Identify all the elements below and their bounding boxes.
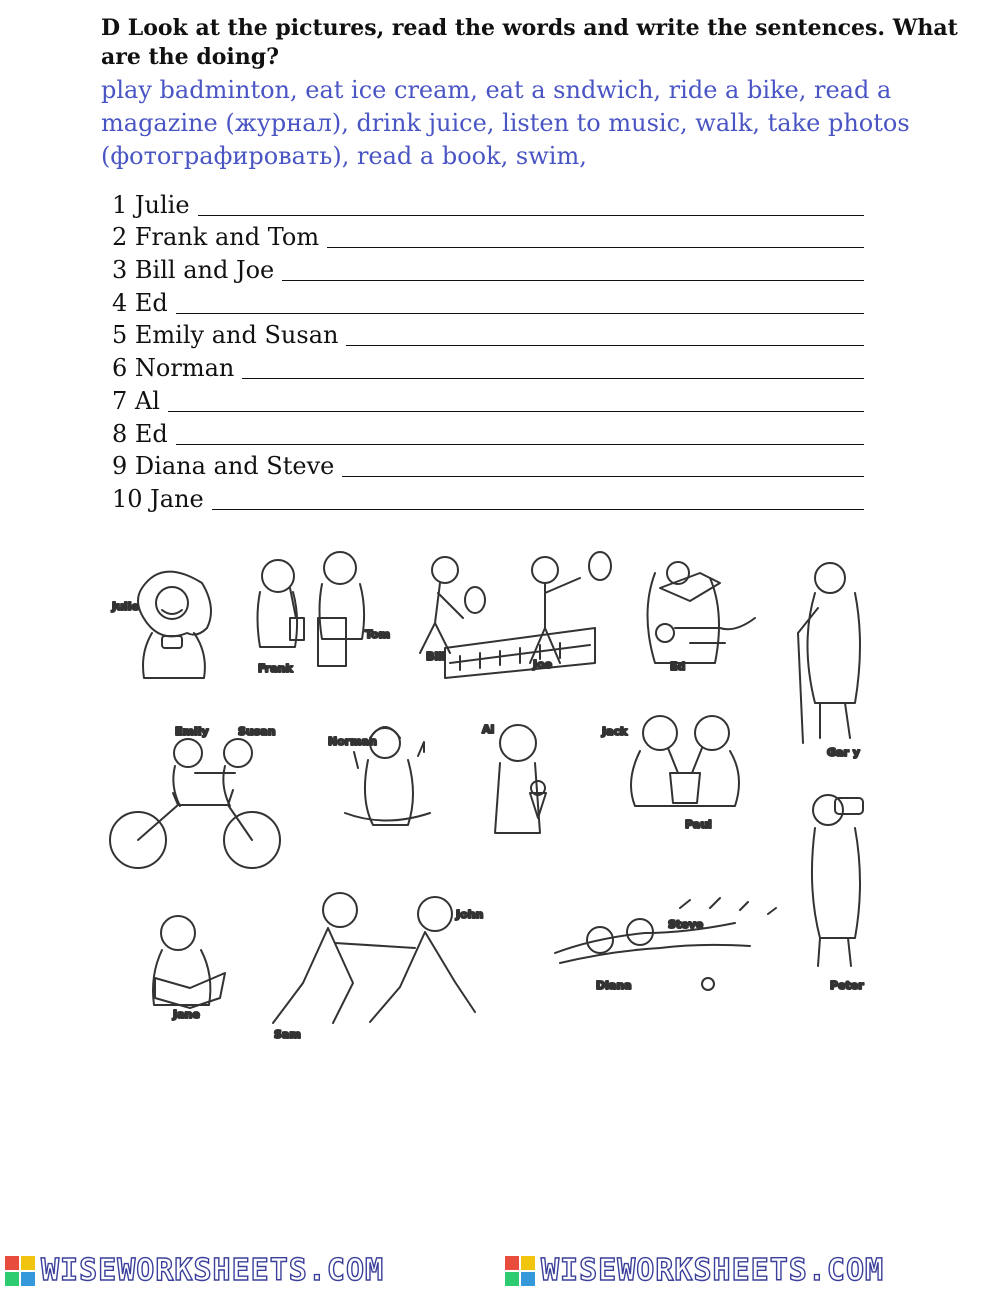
answer-blank[interactable] [327, 227, 864, 248]
answer-blank[interactable] [212, 489, 864, 510]
gary-illustration [798, 563, 860, 743]
frank-tom-illustration [258, 552, 365, 666]
brand-text: WISEWORKSHEETS.COM [41, 1253, 385, 1288]
label-norman: Norman [328, 735, 377, 748]
answer-blank[interactable] [198, 195, 864, 216]
label-steve: Steve [668, 918, 704, 931]
label-frank: Frank [258, 662, 293, 675]
answer-blank[interactable] [342, 456, 864, 477]
label-peter: Peter [830, 979, 864, 992]
label-jack: Jack [602, 725, 628, 738]
line-label: 10 Jane [112, 484, 204, 513]
wise-logo-icon [505, 1256, 535, 1286]
answer-blank[interactable] [282, 260, 864, 281]
label-ed: Ed [670, 660, 686, 673]
badminton-illustration [420, 552, 611, 678]
jane-illustration [153, 916, 225, 1008]
label-jane: Jane [173, 1008, 200, 1021]
answer-line[interactable] [112, 219, 864, 252]
answer-blank[interactable] [176, 293, 864, 314]
line-label: 4 Ed [112, 288, 168, 317]
label-joe: Joe [533, 658, 553, 671]
line-label: 8 Ed [112, 419, 168, 448]
answer-blank[interactable] [346, 325, 864, 346]
sam-john-illustration [273, 893, 475, 1023]
label-bill: Bill [426, 650, 446, 663]
label-susan: Susan [238, 725, 276, 738]
answer-line[interactable] [112, 186, 864, 219]
line-label: 1 Julie [112, 190, 190, 219]
wise-logo-icon [5, 1256, 35, 1286]
ed-magazine-illustration [648, 562, 756, 663]
task-heading: D Look at the pictures, read the words and write the sentences. What are the doing? [101, 15, 958, 70]
answer-line[interactable] [112, 382, 864, 415]
answer-line[interactable] [112, 251, 864, 284]
label-tom: Tom [365, 628, 391, 641]
answer-blank[interactable] [242, 358, 864, 379]
footer-watermark [0, 1252, 1000, 1289]
answer-line[interactable] [112, 448, 864, 481]
brand-logo [500, 1252, 1000, 1289]
label-john: John [456, 908, 484, 921]
answer-line[interactable] [112, 349, 864, 382]
bike-illustration [110, 739, 280, 868]
brand-logo [0, 1252, 500, 1289]
al-illustration [495, 725, 546, 833]
label-al: Al [482, 723, 495, 736]
line-label: 3 Bill and Joe [112, 256, 275, 285]
peter-illustration [812, 795, 863, 966]
jack-paul-illustration [631, 716, 739, 806]
answer-lines [112, 186, 864, 513]
label-paul: Paul [685, 818, 712, 831]
label-emily: Emily [175, 725, 209, 738]
swim-illustration [555, 898, 776, 990]
julie-illustration [138, 572, 211, 678]
picture-area [100, 548, 900, 1048]
answer-line[interactable] [112, 480, 864, 513]
answer-line[interactable] [112, 415, 864, 448]
label-sam: Sam [274, 1028, 301, 1041]
answer-line[interactable] [112, 284, 864, 317]
answer-line[interactable] [112, 317, 864, 350]
line-label: 7 Al [112, 386, 160, 415]
line-label: 2 Frank and Tom [112, 223, 320, 252]
brand-text: WISEWORKSHEETS.COM [541, 1253, 885, 1288]
line-label: 9 Diana and Steve [112, 452, 335, 481]
answer-blank[interactable] [176, 424, 864, 445]
label-diana: Diana [596, 979, 632, 992]
label-gary: Gar y [827, 746, 860, 759]
answer-blank[interactable] [168, 391, 864, 412]
label-julie: Julie [112, 600, 139, 613]
line-label: 6 Norman [112, 354, 235, 383]
line-label: 5 Emily and Susan [112, 321, 339, 350]
illustrations [100, 548, 900, 1048]
word-list: play badminton, eat ice cream, eat a sndwich, ride a bike, read a magazine (журнал), drink juice, listen to music, walk, take photos (фотографировать), read a book, swim, [101, 76, 910, 170]
